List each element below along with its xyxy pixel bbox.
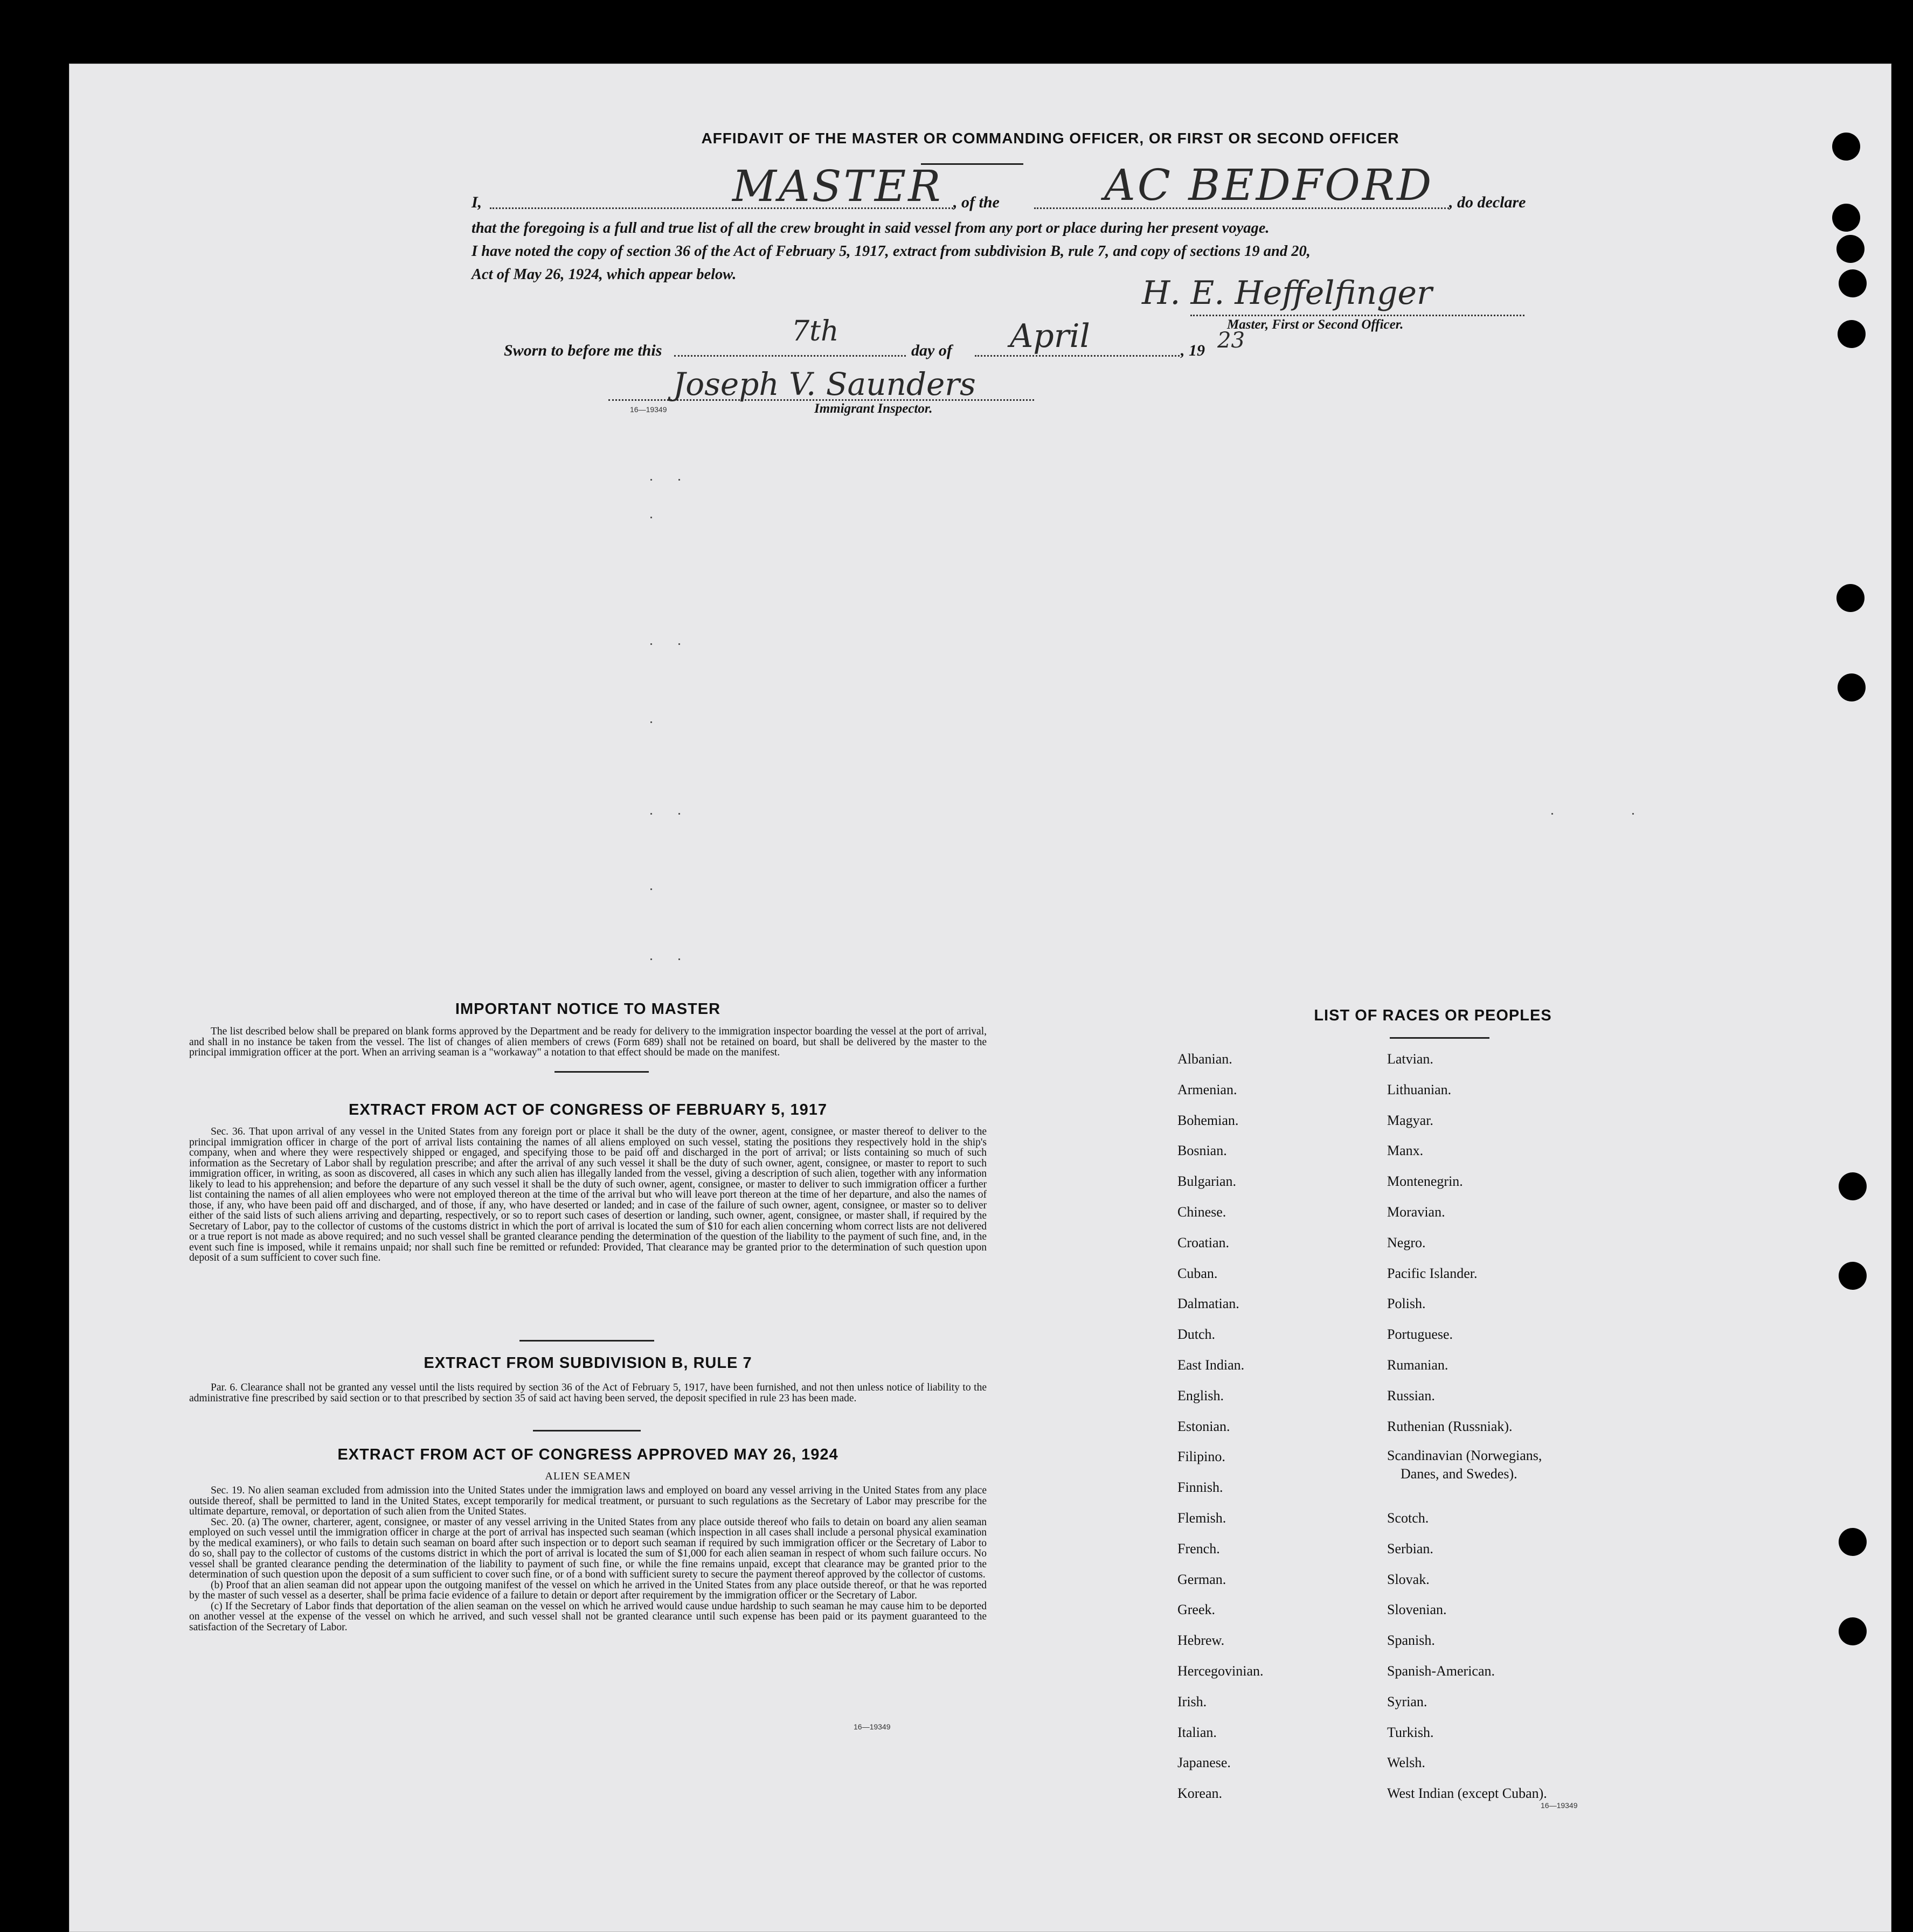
- punch-hole: [1832, 133, 1860, 161]
- year-prefix: , 19: [1181, 342, 1205, 359]
- notice-text: The list described below shall be prepared on blank forms approved by the Department and be ready for delivery to the immigration inspector boarding the vessel at the port of arrival, and shall in no instance be taken from the vessel. The list of changes of alien members of crews (Form 689) shall not be retained on board, but shall be delivered by the master to the principal immigration officer at the port. When an arriving seaman is a "workaway" a notation to that effect should be made on the manifest.: [189, 1026, 987, 1058]
- race-item: Filipino.: [1177, 1449, 1225, 1464]
- race-item: Bosnian.: [1177, 1143, 1227, 1158]
- divider: [533, 1430, 641, 1431]
- sworn-prefix: Sworn to before me this: [504, 342, 662, 359]
- scan-speck: [650, 721, 652, 723]
- race-item: Magyar.: [1387, 1113, 1433, 1128]
- race-item: East Indian.: [1177, 1357, 1245, 1373]
- race-item: Armenian.: [1177, 1082, 1237, 1097]
- race-item: Serbian.: [1387, 1541, 1433, 1556]
- race-item: Latvian.: [1387, 1051, 1433, 1067]
- race-item: Pacific Islander.: [1387, 1266, 1478, 1281]
- form-number-top: 16—19349: [630, 405, 667, 414]
- scan-speck: [678, 643, 680, 645]
- race-item: German.: [1177, 1572, 1226, 1587]
- section-20b-paragraph: (b) Proof that an alien seaman did not appear upon the outgoing manifest of the vessel on which he arrived in the United States from any place outside thereof, or that he was reported by the master of such vessel as a deserter, shall be prima facie evidence of a failure to detain or deport after requirement by the immigration officer or the Secretary of Labor.: [189, 1579, 987, 1601]
- day-of-label: day of: [911, 342, 952, 359]
- day-field-line: [674, 355, 906, 357]
- race-item: Slovenian.: [1387, 1602, 1447, 1617]
- race-item: Italian.: [1177, 1725, 1217, 1740]
- race-item: Hebrew.: [1177, 1632, 1225, 1648]
- race-item: Greek.: [1177, 1602, 1216, 1617]
- race-item: Spanish.: [1387, 1632, 1435, 1648]
- scan-speck: [678, 479, 680, 481]
- race-item: Montenegrin.: [1387, 1173, 1463, 1189]
- inspector-caption: Immigrant Inspector.: [814, 401, 933, 416]
- vessel-handwritten: AC BEDFORD: [1104, 160, 1434, 210]
- race-item: Spanish-American.: [1387, 1663, 1495, 1679]
- line-prefix: I,: [472, 193, 482, 211]
- race-item: Irish.: [1177, 1694, 1207, 1709]
- race-item: Syrian.: [1387, 1694, 1427, 1709]
- notice-title: IMPORTANT NOTICE TO MASTER: [455, 1000, 721, 1018]
- form-number-bottom-left: 16—19349: [854, 1722, 891, 1731]
- day-handwritten: 7th: [792, 315, 839, 348]
- scan-speck: [1551, 813, 1553, 815]
- race-item: Croatian.: [1177, 1235, 1230, 1250]
- punch-hole: [1836, 235, 1865, 263]
- of-the-label: , of the: [953, 193, 1000, 211]
- race-item: Moravian.: [1387, 1204, 1445, 1220]
- race-item: Hercegovinian.: [1177, 1663, 1264, 1679]
- officer-signature: H. E. Heffelfinger: [1142, 274, 1432, 312]
- scan-speck: [1632, 813, 1634, 815]
- race-item: Korean.: [1177, 1785, 1223, 1801]
- divider: [1390, 1037, 1489, 1039]
- race-item: Scandinavian (Norwegians,: [1387, 1448, 1542, 1463]
- punch-hole: [1838, 673, 1866, 701]
- inspector-signature: Joseph V. Saunders: [673, 366, 976, 402]
- scan-speck: [650, 517, 652, 518]
- race-item: Turkish.: [1387, 1725, 1434, 1740]
- punch-hole: [1839, 1528, 1867, 1556]
- scan-speck: [678, 958, 680, 960]
- scan-speck: [650, 479, 652, 481]
- race-item: Russian.: [1387, 1388, 1435, 1403]
- document-page: [69, 64, 1891, 1932]
- race-item: Manx.: [1387, 1143, 1424, 1158]
- scan-speck: [650, 643, 652, 645]
- race-item: Scotch.: [1387, 1510, 1429, 1526]
- extract-1924-title: EXTRACT FROM ACT OF CONGRESS APPROVED MAY 26, 1924: [337, 1446, 838, 1463]
- races-title: LIST OF RACES OR PEOPLES: [1314, 1007, 1552, 1024]
- subdivision-b-text: Par. 6. Clearance shall not be granted any vessel until the lists required by section 36 of the Act of February 5, 1917, have been furnished, and not then unless notice of liability to the administrative fine prescribed by said section or to that prescribed by section 35 of said act having been served, the deposit specified in rule 23 has been made.: [189, 1382, 987, 1404]
- section-20c-paragraph: (c) If the Secretary of Labor finds that deportation of the alien seaman on the vessel on which he arrived would cause undue hardship to such seaman he may cause him to be deported on another vessel at the expense of the vessel on which he arrived, and such vessel shall not be granted clearance until such expense has been paid or its payment guaranteed to the satisfaction of the Secretary of Labor.: [189, 1600, 987, 1633]
- punch-hole: [1839, 1262, 1867, 1290]
- race-item: Dutch.: [1177, 1326, 1216, 1342]
- scan-speck: [678, 813, 680, 815]
- race-item: Albanian.: [1177, 1051, 1232, 1067]
- declaration-line-3: Act of May 26, 1924, which appear below.: [472, 266, 737, 283]
- punch-hole: [1836, 584, 1865, 612]
- race-item: Estonian.: [1177, 1419, 1230, 1434]
- race-item: Cuban.: [1177, 1266, 1218, 1281]
- race-item: West Indian (except Cuban).: [1387, 1785, 1547, 1801]
- race-item: English.: [1177, 1388, 1224, 1403]
- race-item: Lithuanian.: [1387, 1082, 1452, 1097]
- punch-hole: [1838, 320, 1866, 348]
- race-item: Portuguese.: [1387, 1326, 1453, 1342]
- do-declare-label: , do declare: [1449, 193, 1526, 211]
- master-handwritten: MASTER: [732, 161, 943, 211]
- punch-hole: [1839, 1172, 1867, 1200]
- affidavit-title: AFFIDAVIT OF THE MASTER OR COMMANDING OFFICER, OR FIRST OR SECOND OFFICER: [701, 130, 1399, 147]
- extract-1917-text: Sec. 36. That upon arrival of any vessel in the United States from any foreign port or place it shall be the duty of the owner, agent, consignee, or master thereof to deliver to the principal immigration officer in charge of the port of arrival lists containing the names of all aliens employed on such vessel, stating the positions they respectively hold in the ship's company, when and where they were respectively shipped or engaged, and specifying those to be paid off and discharged in the port of arrival; or lists containing so much of such information as the Secretary of Labor shall by regulation prescribe; and after the arrival of any such vessel it shall be the duty of such owner, agent, consignee, or master to report to such immigration officer, in writing, as soon as discovered, all cases in which any such alien has illegally landed from the vessel, giving a description of such alien, together with any information likely to lead to his apprehension; and before the departure of any such vessel it shall be the duty of such owner, agent, consignee, or master to deliver to such immigration officer a further list containing the names of all alien employees who were not employed thereon at the time of the arrival but who will leave port thereon at the time of her departure, and also the names of those, if any, who have been paid off and discharged, and of those, if any, who have deserted or landed; and in case of the failure of such owner, agent, consignee, or master so to deliver either of the said lists of such aliens arriving and departing, respectively, or so to report such cases of desertion or landing, such owner, agent, consignee, or master shall, if required by the Secretary of Labor, pay to the collector of customs of the customs district in which the port of arrival is located the sum of $10 for each alien concerning whom correct lists are not delivered or a true report is not made as above required; and no such vessel shall be granted clearance pending the determination of the question of the liability to the payment of such fine, and, in the event such fine is imposed, while it remains unpaid; nor shall such fine be remitted or refunded: Provided, That clearance may be granted prior to the determination of such question upon deposit of a sum sufficient to cover such fine.: [189, 1126, 987, 1263]
- officer-signature-line: [1190, 315, 1524, 316]
- officer-caption: Master, First or Second Officer.: [1227, 317, 1404, 332]
- race-item: Chinese.: [1177, 1204, 1226, 1220]
- declaration-line-1: that the foregoing is a full and true list of all the crew brought in said vessel from any port or place during her present voyage.: [472, 220, 1270, 237]
- race-item: Finnish.: [1177, 1479, 1223, 1495]
- race-item: Welsh.: [1387, 1755, 1425, 1770]
- section-19-paragraph: Sec. 19. No alien seaman excluded from admission into the United States under the immigration laws and employed on board any vessel arriving in the United States from any place outside thereof, shall be permitted to land in the United States, except temporarily for medical treatment, or pursuant to such regulations as the Secretary of Labor may prescribe for the ultimate departure, removal, or deportation of such alien from the United States.: [189, 1485, 987, 1517]
- extract-1924-body: [189, 1485, 987, 1632]
- race-item: Ruthenian (Russniak).: [1387, 1419, 1513, 1434]
- race-item: Slovak.: [1387, 1572, 1430, 1587]
- month-field-line: [975, 355, 1180, 357]
- race-item: Dalmatian.: [1177, 1296, 1239, 1311]
- punch-hole: [1839, 1617, 1867, 1645]
- race-item: Negro.: [1387, 1235, 1426, 1250]
- divider: [519, 1340, 654, 1342]
- punch-hole: [1832, 204, 1860, 232]
- race-item: French.: [1177, 1541, 1220, 1556]
- subdivision-b-title: EXTRACT FROM SUBDIVISION B, RULE 7: [424, 1354, 752, 1372]
- divider: [555, 1071, 649, 1073]
- race-item: Bohemian.: [1177, 1113, 1239, 1128]
- scan-speck: [650, 888, 652, 890]
- section-20a-paragraph: Sec. 20. (a) The owner, charterer, agent, consignee, or master of any vessel arriving in the United States from any place outside thereof who fails to detain on board any alien seaman employed on such vessel until the immigration officer in charge at the port of arrival has inspected such seaman (which inspection in all cases shall include a personal physical examination by the medical examiners), or who fails to detain such seaman on board after such inspection or to deport such seaman if required by such immigration officer or the Secretary of Labor to do so, shall pay to the collector of customs of the customs district in which the port of arrival is located the sum of $1,000 for each alien seaman in respect of whom such failure occurs. No vessel shall be granted clearance pending the determination of the liability to payment of such fine, or while the fine remains unpaid, except that clearance may be granted prior to the determination of such question upon the deposit of a sum sufficient to cover such fine, or of a bond with sufficient surety to secure the payment thereof approved by the collector of customs.: [189, 1516, 987, 1580]
- race-item: Rumanian.: [1387, 1357, 1448, 1373]
- scan-speck: [650, 813, 652, 815]
- declaration-line-2: I have noted the copy of section 36 of the Act of February 5, 1917, extract from subdivision B, rule 7, and copy of sections 19 and 20,: [472, 243, 1311, 260]
- race-item: Danes, and Swedes).: [1401, 1466, 1517, 1482]
- race-item: Bulgarian.: [1177, 1173, 1237, 1189]
- year-handwritten: 23: [1217, 328, 1245, 353]
- race-item: Japanese.: [1177, 1755, 1231, 1770]
- race-item: Polish.: [1387, 1296, 1426, 1311]
- alien-seamen-subtitle: ALIEN SEAMEN: [545, 1470, 631, 1482]
- extract-1917-title: EXTRACT FROM ACT OF CONGRESS OF FEBRUARY 5, 1917: [348, 1101, 828, 1118]
- race-item: Flemish.: [1177, 1510, 1226, 1526]
- punch-hole: [1839, 269, 1867, 297]
- scan-speck: [650, 958, 652, 960]
- month-handwritten: April: [1010, 317, 1090, 355]
- form-number-bottom-right: 16—19349: [1541, 1801, 1578, 1810]
